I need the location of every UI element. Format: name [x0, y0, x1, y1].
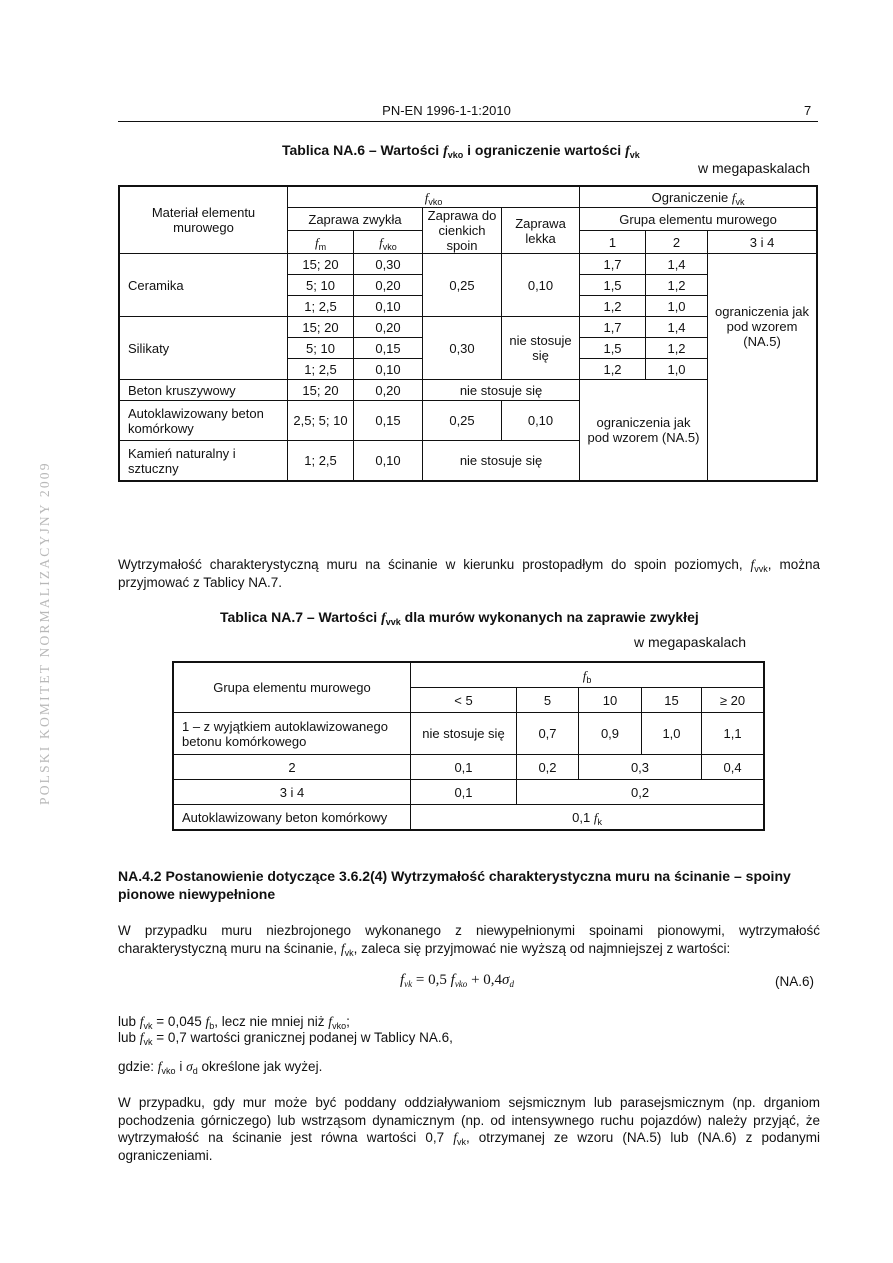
hdr-5: 5	[517, 688, 579, 713]
cell: 0,20	[354, 275, 423, 296]
hdr-ge20: ≥ 20	[702, 688, 764, 713]
cell: 1,4	[646, 254, 708, 275]
cell: 0,4	[702, 755, 764, 780]
col-zaprawa-lekka: Zaprawa lekka	[502, 208, 580, 254]
page-number: 7	[804, 103, 812, 118]
cell: 0,15	[354, 401, 423, 441]
cell: 1,4	[646, 317, 708, 338]
cell: 0,2	[517, 755, 579, 780]
col-fm: $f_m$	[288, 231, 354, 254]
paragraph-ref-na7: Wytrzymałość charakterystyczną muru na ścinanie w kierunku prostopadłym do spoin poziomych, $f_{vvk}$, można przyjmować z Tablicy NA.7.	[118, 557, 820, 590]
row-autoklaw: Autoklawizowany beton komórkowy	[120, 401, 288, 441]
hdr-lt5: < 5	[411, 688, 517, 713]
cell: 0,30	[354, 254, 423, 275]
cell: nie stosuje się	[502, 317, 580, 380]
col-limit: Ograniczenie $f_{vk}$	[580, 187, 817, 208]
where-line: gdzie: $f_{vko}$ i $\sigma_d$ określone jak wyżej.	[118, 1059, 323, 1076]
col-zaprawa-cienkie: Zaprawa do cienkich spoin	[423, 208, 502, 254]
cell: 0,10	[502, 401, 580, 441]
cell: 1,0	[642, 713, 702, 755]
cell: nie stosuje się	[423, 380, 580, 401]
cell: 0,25	[423, 254, 502, 317]
table6-caption: Tablica NA.6 – Wartości $f_{vko}$ i ograniczenie wartości $f_{vk}$	[282, 142, 640, 160]
cell: 0,10	[354, 359, 423, 380]
col-fvko-sub: $f_{vko}$	[354, 231, 423, 254]
watermark: POLSKI KOMITET NORMALIZACYJNY 2009	[37, 461, 52, 805]
row-ceramika: Ceramika	[120, 254, 288, 317]
table-na7	[173, 662, 764, 830]
cell: 15; 20	[288, 317, 354, 338]
cell: 1,5	[580, 338, 646, 359]
cell: 1,1	[702, 713, 764, 755]
cell: 0,1	[411, 780, 517, 805]
cell: 1; 2,5	[288, 359, 354, 380]
cell: 0,20	[354, 380, 423, 401]
cell: 0,10	[502, 254, 580, 317]
table7-caption: Tablica NA.7 – Wartości $f_{vvk}$ dla murów wykonanych na zaprawie zwykłej	[220, 609, 699, 627]
col-group: Grupa elementu murowego	[580, 208, 817, 231]
row-autoklaw: Autoklawizowany beton komórkowy	[174, 805, 411, 830]
cell: 0,25	[423, 401, 502, 441]
standard-code: PN-EN 1996-1-1:2010	[382, 103, 511, 118]
cell: 0,20	[354, 317, 423, 338]
col-group: Grupa elementu murowego	[174, 663, 411, 713]
cell: 0,9	[579, 713, 642, 755]
cell: 5; 10	[288, 275, 354, 296]
paragraph-seismic: W przypadku, gdy mur może być poddany oddziaływaniom sejsmicznym lub parasejsmicznym (np. drganiom pochodzenia górniczego) lub wstrząsom dynamicznym (np. od intensywnego ruchu pojazdów) należy przyjąć, że wytrzymałość na ścinanie jest równa wartości 0,7 $f_{vk}$, otrzymanej ze wzoru (NA.5) lub (NA.6) z podanymi ograniczeniami.	[118, 1095, 820, 1163]
cell: 0,2	[517, 780, 764, 805]
cell: 0,1	[411, 755, 517, 780]
col-material: Materiał elementu murowego	[120, 187, 288, 254]
cell: 0,30	[423, 317, 502, 380]
cell: 1,7	[580, 317, 646, 338]
cell: 1,2	[646, 275, 708, 296]
row-kamien: Kamień naturalny i sztuczny	[120, 441, 288, 481]
cell: 0,15	[354, 338, 423, 359]
cell: 15; 20	[288, 380, 354, 401]
table6-unit: w megapaskalach	[698, 160, 811, 176]
cell: 2,5; 5; 10	[288, 401, 354, 441]
col-fvko: $f_{vko}$	[288, 187, 580, 208]
cell: 0,10	[354, 441, 423, 481]
paragraph-unfilled: W przypadku muru niezbrojonego wykonanego z niewypełnionymi spoinami pionowymi, wytrzymałość charakterystyczną muru na ścinanie, $f_{vk}$, zaleca się przyjmować nie wyższą od najmniejszej z wartości:	[118, 923, 820, 958]
cell: 0,10	[354, 296, 423, 317]
cell: nie stosuje się	[423, 441, 580, 481]
cell: 1,5	[580, 275, 646, 296]
col-grp34: 3 i 4	[708, 231, 817, 254]
cell: 1,2	[580, 296, 646, 317]
cell: 1; 2,5	[288, 296, 354, 317]
row-group34: 3 i 4	[174, 780, 411, 805]
cell: 1,2	[580, 359, 646, 380]
cell: 1,0	[646, 296, 708, 317]
header-rule	[118, 121, 818, 122]
limit-line-1: lub $f_{vk} = 0,045$ $f_b$, lecz nie mniej niż $f_{vko}$;	[118, 1014, 350, 1031]
cell: 0,7	[517, 713, 579, 755]
col-grp2: 2	[646, 231, 708, 254]
table-na6	[119, 186, 817, 481]
cell: 0,1 $f_k$	[411, 805, 764, 830]
cell: nie stosuje się	[411, 713, 517, 755]
col-grp1: 1	[580, 231, 646, 254]
table7-unit: w megapaskalach	[634, 634, 747, 650]
row-silikaty: Silikaty	[120, 317, 288, 380]
section-na42-title: NA.4.2 Postanowienie dotyczące 3.6.2(4) Wytrzymałość charakterystyczna muru na ścinanie – spoiny pionowe niewypełnione	[118, 868, 791, 902]
col-zaprawa-zwykla: Zaprawa zwykła	[288, 208, 423, 231]
cell: 15; 20	[288, 254, 354, 275]
row-beton: Beton kruszywowy	[120, 380, 288, 401]
col-fb: $f_b$	[411, 663, 764, 688]
cell: 1; 2,5	[288, 441, 354, 481]
cell: 1,2	[646, 338, 708, 359]
cell: 5; 10	[288, 338, 354, 359]
hdr-15: 15	[642, 688, 702, 713]
limit-line-2: lub $f_{vk} = 0,7$ wartości granicznej podanej w Tablicy NA.6,	[118, 1030, 453, 1047]
hdr-10: 10	[579, 688, 642, 713]
cell-limit-34: ograniczenia jak pod wzorem (NA.5)	[708, 254, 817, 380]
cell: 1,0	[646, 359, 708, 380]
formula-na6: $f_{vk} = 0,5$ $f_{vko} + 0,4\sigma_d$	[400, 972, 514, 989]
row-group2: 2	[174, 755, 411, 780]
row-group1: 1 – z wyjątkiem autoklawizowanego betonu komórkowego	[174, 713, 411, 755]
cell-limit-12: ograniczenia jak pod wzorem (NA.5)	[580, 380, 708, 481]
cell: 1,7	[580, 254, 646, 275]
cell: 0,3	[579, 755, 702, 780]
cell-limit-34-cont	[708, 380, 817, 481]
formula-number: (NA.6)	[775, 974, 815, 989]
